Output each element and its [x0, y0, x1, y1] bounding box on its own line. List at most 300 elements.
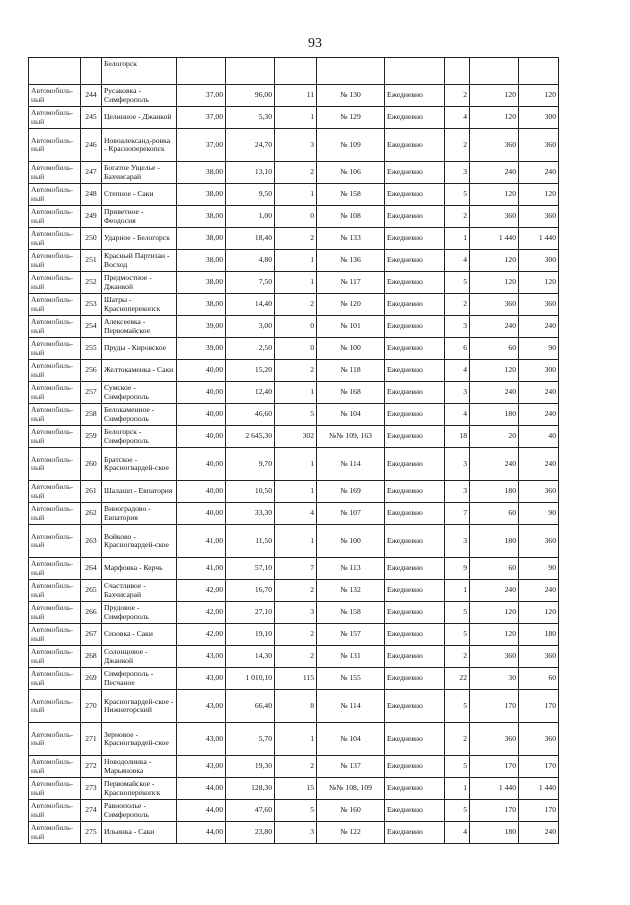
- cell-empty: [81, 58, 102, 85]
- interval-value: 60: [470, 503, 519, 525]
- route-number: 272: [81, 756, 102, 778]
- table-row: [29, 316, 559, 338]
- route-count: 2: [275, 756, 317, 778]
- route-length: 18,40: [226, 228, 275, 250]
- route-number: 268: [81, 646, 102, 668]
- route-distance: 42,00: [177, 624, 226, 646]
- interval-value: 360: [470, 129, 519, 162]
- frequency: Ежедневно: [385, 404, 445, 426]
- interval-value: 180: [470, 525, 519, 558]
- interval-max: 240: [519, 822, 559, 844]
- frequency: Ежедневно: [385, 107, 445, 129]
- trips-count: 4: [445, 250, 470, 272]
- vehicle-type: Автомобиль-ный: [29, 426, 81, 448]
- vehicle-type: Автомобиль-ный: [29, 382, 81, 404]
- interval-max: 90: [519, 338, 559, 360]
- table-row: [29, 481, 559, 503]
- route-number: 259: [81, 426, 102, 448]
- route-number: 274: [81, 800, 102, 822]
- route-length: 23,80: [226, 822, 275, 844]
- route-distance: 44,00: [177, 800, 226, 822]
- route-number: 252: [81, 272, 102, 294]
- interval-max: 170: [519, 756, 559, 778]
- route-length: 12,40: [226, 382, 275, 404]
- vehicle-type: Автомобиль-ный: [29, 85, 81, 107]
- table-row: [29, 250, 559, 272]
- table-row: [29, 668, 559, 690]
- route-distance: 41,00: [177, 525, 226, 558]
- interval-max: 90: [519, 503, 559, 525]
- vehicle-type: Автомобиль-ный: [29, 294, 81, 316]
- table-row: [29, 558, 559, 580]
- route-length: 96,00: [226, 85, 275, 107]
- route-length: 24,70: [226, 129, 275, 162]
- route-count: 5: [275, 800, 317, 822]
- table-row: [29, 228, 559, 250]
- vehicle-type: Автомобиль-ный: [29, 602, 81, 624]
- route-number: 260: [81, 448, 102, 481]
- route-number: 261: [81, 481, 102, 503]
- route-length: 33,30: [226, 503, 275, 525]
- trips-count: 5: [445, 272, 470, 294]
- frequency: Ежедневно: [385, 382, 445, 404]
- table-row: [29, 800, 559, 822]
- frequency: Ежедневно: [385, 822, 445, 844]
- route-length: 7,50: [226, 272, 275, 294]
- frequency: Ежедневно: [385, 85, 445, 107]
- table-row: [29, 162, 559, 184]
- interval-max: 360: [519, 525, 559, 558]
- route-name: Белогорск: [102, 58, 177, 85]
- route-number: 246: [81, 129, 102, 162]
- table-row: [29, 85, 559, 107]
- frequency: Ежедневно: [385, 448, 445, 481]
- interval-value: 360: [470, 723, 519, 756]
- table-row: [29, 624, 559, 646]
- table-row: [29, 206, 559, 228]
- table-body: [29, 58, 559, 844]
- table-row: [29, 294, 559, 316]
- route-name: Белокаменное - Симферополь: [102, 404, 177, 426]
- vehicle-type: Автомобиль-ный: [29, 404, 81, 426]
- route-name: Новоалександ-ровка - Красноперекопск: [102, 129, 177, 162]
- route-distance: 42,00: [177, 580, 226, 602]
- interval-value: 1 440: [470, 228, 519, 250]
- frequency: Ежедневно: [385, 228, 445, 250]
- interval-value: 120: [470, 624, 519, 646]
- frequency: Ежедневно: [385, 129, 445, 162]
- interval-value: 360: [470, 206, 519, 228]
- route-count: 1: [275, 250, 317, 272]
- frequency: Ежедневно: [385, 602, 445, 624]
- vehicle-type: Автомобиль-ный: [29, 723, 81, 756]
- interval-max: 1 440: [519, 228, 559, 250]
- table-row: [29, 272, 559, 294]
- route-distance: 43,00: [177, 690, 226, 723]
- interval-max: 120: [519, 602, 559, 624]
- vehicle-type: Автомобиль-ный: [29, 525, 81, 558]
- interval-value: 240: [470, 316, 519, 338]
- route-distance: 37,00: [177, 85, 226, 107]
- vehicle-type: Автомобиль-ный: [29, 481, 81, 503]
- route-distance: 38,00: [177, 250, 226, 272]
- route-length: 2 645,30: [226, 426, 275, 448]
- route-distance: 40,00: [177, 503, 226, 525]
- table-row-top: [29, 58, 559, 85]
- trips-count: 4: [445, 107, 470, 129]
- trips-count: 9: [445, 558, 470, 580]
- route-name: Богатое Ущелье - Бахчисарай: [102, 162, 177, 184]
- registry-number: № 101: [317, 316, 385, 338]
- route-count: 11: [275, 85, 317, 107]
- route-number: 258: [81, 404, 102, 426]
- route-name: Алексеевка - Первомайское: [102, 316, 177, 338]
- table-row: [29, 338, 559, 360]
- route-count: 2: [275, 624, 317, 646]
- trips-count: 22: [445, 668, 470, 690]
- registry-number: № 104: [317, 404, 385, 426]
- route-number: 275: [81, 822, 102, 844]
- route-count: 2: [275, 162, 317, 184]
- registry-number: № 155: [317, 668, 385, 690]
- registry-number: № 100: [317, 338, 385, 360]
- route-distance: 39,00: [177, 316, 226, 338]
- interval-max: 90: [519, 558, 559, 580]
- route-number: 257: [81, 382, 102, 404]
- route-number: 249: [81, 206, 102, 228]
- trips-count: 3: [445, 316, 470, 338]
- route-count: 15: [275, 778, 317, 800]
- table-row: [29, 690, 559, 723]
- registry-number: № 132: [317, 580, 385, 602]
- route-count: 302: [275, 426, 317, 448]
- frequency: Ежедневно: [385, 624, 445, 646]
- route-length: 2,50: [226, 338, 275, 360]
- trips-count: 2: [445, 723, 470, 756]
- registry-number: № 117: [317, 272, 385, 294]
- vehicle-type: Автомобиль-ный: [29, 778, 81, 800]
- interval-max: 300: [519, 360, 559, 382]
- route-number: 251: [81, 250, 102, 272]
- route-name: Шалашп - Евпатория: [102, 481, 177, 503]
- trips-count: 3: [445, 525, 470, 558]
- route-name: Прудовое - Симферополь: [102, 602, 177, 624]
- route-distance: 40,00: [177, 426, 226, 448]
- route-length: 14,40: [226, 294, 275, 316]
- cell-empty: [445, 58, 470, 85]
- interval-value: 20: [470, 426, 519, 448]
- route-count: 0: [275, 206, 317, 228]
- route-length: 9,50: [226, 184, 275, 206]
- trips-count: 2: [445, 646, 470, 668]
- registry-number: №№ 108, 109: [317, 778, 385, 800]
- route-name: Счастливое - Бахчисарай: [102, 580, 177, 602]
- vehicle-type: Автомобиль-ный: [29, 690, 81, 723]
- vehicle-type: Автомобиль-ный: [29, 316, 81, 338]
- vehicle-type: Автомобиль-ный: [29, 624, 81, 646]
- vehicle-type: Автомобиль-ный: [29, 503, 81, 525]
- route-count: 2: [275, 228, 317, 250]
- trips-count: 5: [445, 690, 470, 723]
- interval-value: 180: [470, 822, 519, 844]
- frequency: Ежедневно: [385, 580, 445, 602]
- registry-number: № 114: [317, 448, 385, 481]
- table-row: [29, 426, 559, 448]
- interval-value: 120: [470, 107, 519, 129]
- interval-value: 240: [470, 580, 519, 602]
- route-count: 1: [275, 107, 317, 129]
- route-name: Зерновое - Красногвардей-ское: [102, 723, 177, 756]
- route-count: 1: [275, 382, 317, 404]
- route-number: 266: [81, 602, 102, 624]
- registry-number: № 133: [317, 228, 385, 250]
- vehicle-type: Автомобиль-ный: [29, 250, 81, 272]
- route-name: Солонцовое - Джанкой: [102, 646, 177, 668]
- route-distance: 40,00: [177, 481, 226, 503]
- route-name: Красный Партизан - Восход: [102, 250, 177, 272]
- route-number: 270: [81, 690, 102, 723]
- vehicle-type: Автомобиль-ный: [29, 822, 81, 844]
- interval-max: 240: [519, 382, 559, 404]
- route-count: 8: [275, 690, 317, 723]
- route-number: 264: [81, 558, 102, 580]
- frequency: Ежедневно: [385, 558, 445, 580]
- trips-count: 1: [445, 778, 470, 800]
- vehicle-type: Автомобиль-ный: [29, 129, 81, 162]
- route-distance: 43,00: [177, 756, 226, 778]
- interval-max: 170: [519, 800, 559, 822]
- registry-number: № 106: [317, 162, 385, 184]
- vehicle-type: Автомобиль-ный: [29, 646, 81, 668]
- table-row: [29, 778, 559, 800]
- interval-max: 360: [519, 481, 559, 503]
- interval-max: 240: [519, 316, 559, 338]
- interval-value: 240: [470, 448, 519, 481]
- interval-value: 240: [470, 162, 519, 184]
- interval-max: 360: [519, 294, 559, 316]
- interval-value: 1 440: [470, 778, 519, 800]
- route-number: 244: [81, 85, 102, 107]
- route-name: Братское - Красногвардей-ское: [102, 448, 177, 481]
- route-length: 5,70: [226, 723, 275, 756]
- route-count: 1: [275, 184, 317, 206]
- vehicle-type: Автомобиль-ный: [29, 228, 81, 250]
- route-length: 66,40: [226, 690, 275, 723]
- route-length: 3,00: [226, 316, 275, 338]
- route-number: 253: [81, 294, 102, 316]
- page-number: 93: [308, 36, 322, 51]
- route-count: 115: [275, 668, 317, 690]
- route-count: 2: [275, 580, 317, 602]
- registry-number: № 157: [317, 624, 385, 646]
- registry-number: № 120: [317, 294, 385, 316]
- route-number: 255: [81, 338, 102, 360]
- interval-max: 300: [519, 250, 559, 272]
- cell-empty: [385, 58, 445, 85]
- route-distance: 39,00: [177, 338, 226, 360]
- route-number: 262: [81, 503, 102, 525]
- route-length: 15,20: [226, 360, 275, 382]
- trips-count: 3: [445, 162, 470, 184]
- trips-count: 2: [445, 129, 470, 162]
- vehicle-type: Автомобиль-ный: [29, 184, 81, 206]
- route-number: 271: [81, 723, 102, 756]
- trips-count: 5: [445, 602, 470, 624]
- registry-number: № 158: [317, 602, 385, 624]
- interval-value: 60: [470, 558, 519, 580]
- route-name: Степное - Саки: [102, 184, 177, 206]
- registry-number: № 104: [317, 723, 385, 756]
- route-name: Сизовка - Саки: [102, 624, 177, 646]
- route-length: 46,60: [226, 404, 275, 426]
- trips-count: 7: [445, 503, 470, 525]
- trips-count: 5: [445, 800, 470, 822]
- registry-number: № 100: [317, 525, 385, 558]
- frequency: Ежедневно: [385, 184, 445, 206]
- trips-count: 5: [445, 624, 470, 646]
- trips-count: 4: [445, 404, 470, 426]
- trips-count: 4: [445, 360, 470, 382]
- route-distance: 40,00: [177, 382, 226, 404]
- interval-max: 240: [519, 162, 559, 184]
- route-number: 267: [81, 624, 102, 646]
- interval-max: 120: [519, 184, 559, 206]
- table-row: [29, 360, 559, 382]
- cell-empty: [275, 58, 317, 85]
- table-row: [29, 107, 559, 129]
- route-name: Равнополье - Симферополь: [102, 800, 177, 822]
- vehicle-type: Автомобиль-ный: [29, 558, 81, 580]
- frequency: Ежедневно: [385, 481, 445, 503]
- route-count: 4: [275, 503, 317, 525]
- registry-number: № 169: [317, 481, 385, 503]
- route-name: Виноградово - Евпатория: [102, 503, 177, 525]
- route-length: 11,50: [226, 525, 275, 558]
- registry-number: № 114: [317, 690, 385, 723]
- table-row: [29, 503, 559, 525]
- route-number: 245: [81, 107, 102, 129]
- frequency: Ежедневно: [385, 162, 445, 184]
- route-number: 254: [81, 316, 102, 338]
- route-distance: 38,00: [177, 294, 226, 316]
- frequency: Ежедневно: [385, 690, 445, 723]
- route-distance: 38,00: [177, 272, 226, 294]
- route-count: 2: [275, 294, 317, 316]
- vehicle-type: Автомобиль-ный: [29, 360, 81, 382]
- table-row: [29, 646, 559, 668]
- route-count: 1: [275, 723, 317, 756]
- interval-max: 120: [519, 85, 559, 107]
- interval-value: 170: [470, 756, 519, 778]
- route-distance: 37,00: [177, 107, 226, 129]
- frequency: Ежедневно: [385, 800, 445, 822]
- route-length: 27,10: [226, 602, 275, 624]
- frequency: Ежедневно: [385, 316, 445, 338]
- vehicle-type: Автомобиль-ный: [29, 448, 81, 481]
- vehicle-type: Автомобиль-ный: [29, 800, 81, 822]
- route-count: 3: [275, 822, 317, 844]
- vehicle-type: Автомобиль-ный: [29, 580, 81, 602]
- interval-max: 360: [519, 646, 559, 668]
- registry-number: № 118: [317, 360, 385, 382]
- route-distance: 38,00: [177, 206, 226, 228]
- route-name: Русаковка - Симферополь: [102, 85, 177, 107]
- route-length: 47,60: [226, 800, 275, 822]
- interval-value: 120: [470, 360, 519, 382]
- cell-empty: [177, 58, 226, 85]
- registry-number: № 136: [317, 250, 385, 272]
- cell-empty: [470, 58, 519, 85]
- route-name: Ильинка - Саки: [102, 822, 177, 844]
- route-name: Ударное - Белогорск: [102, 228, 177, 250]
- route-distance: 38,00: [177, 228, 226, 250]
- route-count: 1: [275, 481, 317, 503]
- route-distance: 41,00: [177, 558, 226, 580]
- vehicle-type: Автомобиль-ный: [29, 162, 81, 184]
- route-length: 16,70: [226, 580, 275, 602]
- route-length: 128,30: [226, 778, 275, 800]
- interval-max: 1 440: [519, 778, 559, 800]
- route-length: 14,30: [226, 646, 275, 668]
- route-name: Новодолинка - Марьяновка: [102, 756, 177, 778]
- interval-value: 120: [470, 184, 519, 206]
- interval-max: 40: [519, 426, 559, 448]
- table-row: [29, 602, 559, 624]
- table-row: [29, 404, 559, 426]
- trips-count: 3: [445, 382, 470, 404]
- route-name: Пруды - Кировское: [102, 338, 177, 360]
- frequency: Ежедневно: [385, 250, 445, 272]
- table-row: [29, 525, 559, 558]
- registry-number: № 131: [317, 646, 385, 668]
- route-name: Симферополь - Песчаное: [102, 668, 177, 690]
- route-length: 19,10: [226, 624, 275, 646]
- route-name: Шатры - Красноперекопск: [102, 294, 177, 316]
- route-distance: 42,00: [177, 602, 226, 624]
- trips-count: 1: [445, 580, 470, 602]
- route-distance: 40,00: [177, 360, 226, 382]
- route-number: 247: [81, 162, 102, 184]
- frequency: Ежедневно: [385, 525, 445, 558]
- table-row: [29, 184, 559, 206]
- route-distance: 43,00: [177, 723, 226, 756]
- interval-value: 120: [470, 250, 519, 272]
- trips-count: 1: [445, 228, 470, 250]
- route-name: Белогорск - Симферополь: [102, 426, 177, 448]
- trips-count: 6: [445, 338, 470, 360]
- trips-count: 18: [445, 426, 470, 448]
- route-name: Предмостное - Джанкой: [102, 272, 177, 294]
- table-row: [29, 129, 559, 162]
- route-number: 273: [81, 778, 102, 800]
- cell-empty: [226, 58, 275, 85]
- frequency: Ежедневно: [385, 426, 445, 448]
- route-table: [28, 57, 559, 844]
- interval-value: 170: [470, 690, 519, 723]
- trips-count: 4: [445, 822, 470, 844]
- interval-value: 180: [470, 404, 519, 426]
- route-length: 10,50: [226, 481, 275, 503]
- interval-value: 120: [470, 602, 519, 624]
- interval-max: 360: [519, 723, 559, 756]
- route-count: 3: [275, 602, 317, 624]
- interval-max: 120: [519, 272, 559, 294]
- interval-max: 300: [519, 107, 559, 129]
- route-name: Первомайское - Красноперекопск: [102, 778, 177, 800]
- frequency: Ежедневно: [385, 668, 445, 690]
- trips-count: 3: [445, 481, 470, 503]
- trips-count: 3: [445, 448, 470, 481]
